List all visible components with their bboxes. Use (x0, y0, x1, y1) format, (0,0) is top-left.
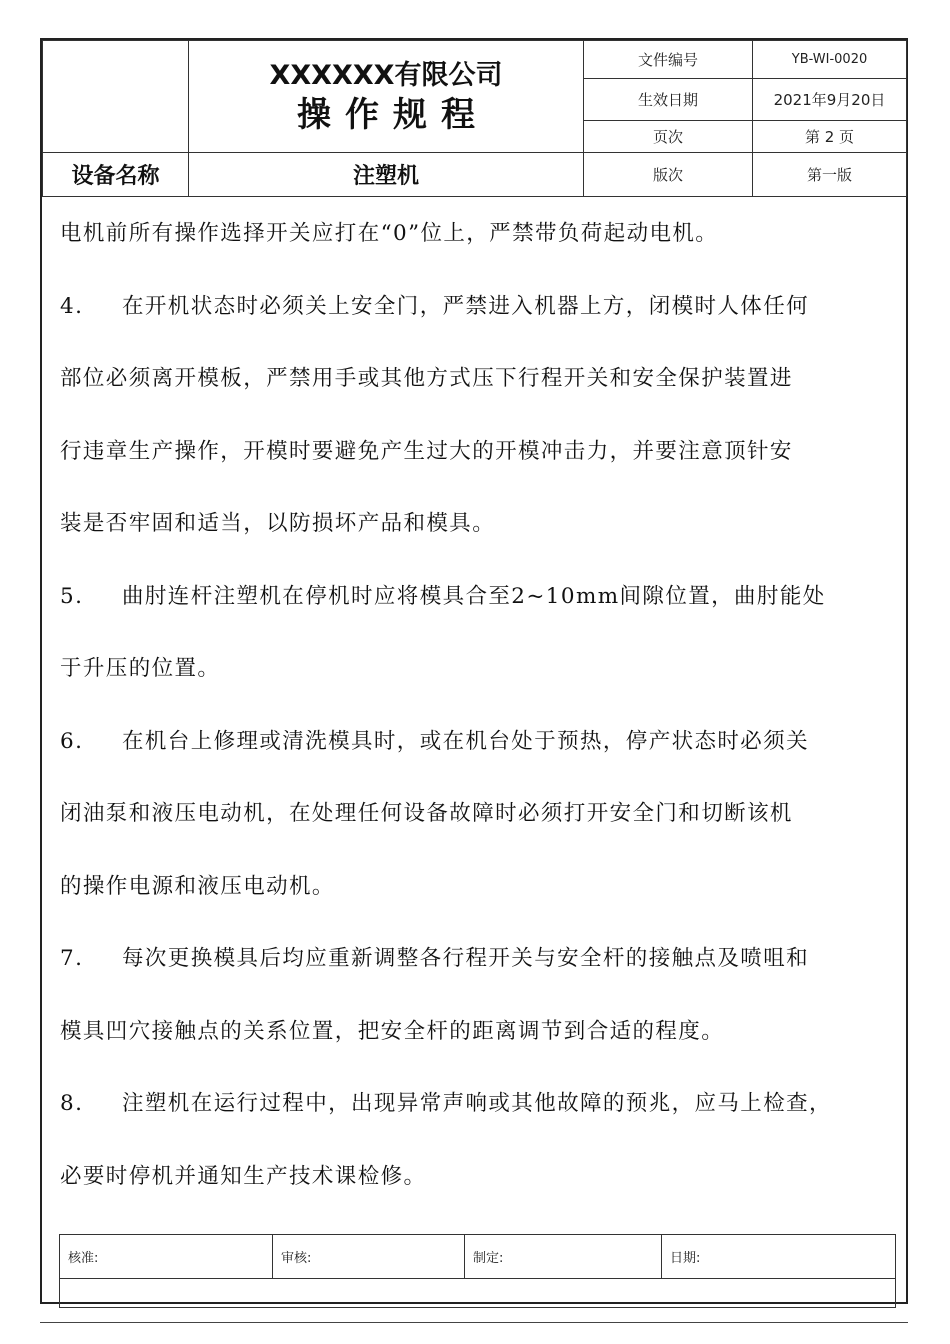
page-bottom-rule (40, 1322, 908, 1323)
line-text: 在开机状态时必须关上安全门，严禁进入机器上方，闭模时人体任何 (122, 293, 810, 319)
effective-date-value: 2021年9月20日 (753, 79, 907, 121)
item-number: 5. (60, 583, 84, 609)
review-label: 审核: (273, 1235, 465, 1279)
procedure-line (60, 561, 890, 634)
procedure-line (60, 923, 890, 996)
line-text: 模具凹穴接触点的关系位置，把安全杆的距离调节到合适的程度。 (60, 1018, 725, 1044)
company-name: XXXXXX有限公司 (269, 59, 503, 91)
line-text: 的操作电源和液压电动机。 (60, 873, 335, 899)
procedure-line (60, 996, 890, 1069)
prepare-label: 制定: (465, 1235, 662, 1279)
line-text: 曲肘连杆注塑机在停机时应将模具合至2~10mm间隙位置，曲肘能处 (122, 583, 826, 609)
line-text: 电机前所有操作选择开关应打在“0”位上，严禁带负荷起动电机。 (60, 221, 719, 246)
date-label: 日期: (662, 1235, 896, 1279)
item-number: 6. (60, 728, 84, 754)
page-label: 页次 (584, 121, 753, 153)
procedure-line (60, 488, 890, 561)
line-text: 注塑机在运行过程中，出现异常声响或其他故障的预兆，应马上检查， (122, 1091, 832, 1116)
procedure-line (60, 198, 890, 271)
procedure-line (60, 633, 890, 706)
line-text: 必要时停机并通知生产技术课检修。 (60, 1163, 427, 1189)
procedure-line (60, 416, 890, 489)
line-text: 在机台上修理或清洗模具时，或在机台处于预热，停产状态时必须关 (122, 728, 810, 754)
line-text: 于升压的位置。 (60, 656, 221, 681)
procedure-line (60, 706, 890, 779)
equipment-name-value: 注塑机 (189, 153, 584, 197)
procedure-line (60, 851, 890, 924)
procedure-line (60, 271, 890, 344)
document-title: 操作规程 (297, 94, 489, 135)
signoff-table (59, 1234, 896, 1308)
title-cell (189, 41, 584, 153)
doc-number-label: 文件编号 (584, 41, 753, 79)
item-number: 4. (60, 293, 84, 319)
procedure-body (60, 198, 890, 1213)
effective-date-label: 生效日期 (584, 79, 753, 121)
line-text: 每次更换模具后均应重新调整各行程开关与安全杆的接触点及喷咀和 (122, 946, 810, 971)
procedure-line (60, 1141, 890, 1214)
line-text: 行违章生产操作，开模时要避免产生过大的开模冲击力，并要注意顶针安 (60, 438, 793, 464)
procedure-line (60, 343, 890, 416)
item-number: 8. (60, 1091, 84, 1116)
procedure-line (60, 1068, 890, 1141)
version-value: 第一版 (753, 153, 907, 197)
equipment-name-label: 设备名称 (43, 153, 189, 197)
procedure-line (60, 778, 890, 851)
document-frame (40, 38, 908, 1304)
logo-cell (43, 41, 189, 153)
doc-number-value: YB-WI-0020 (753, 41, 907, 79)
page-value: 第 2 页 (753, 121, 907, 153)
approve-label: 核准: (60, 1235, 273, 1279)
line-text: 闭油泵和液压电动机，在处理任何设备故障时必须打开安全门和切断该机 (60, 801, 793, 826)
item-number: 7. (60, 946, 84, 971)
signoff-blank-row (60, 1279, 896, 1308)
version-label: 版次 (584, 153, 753, 197)
line-text: 部位必须离开模板，严禁用手或其他方式压下行程开关和安全保护装置进 (60, 366, 793, 391)
line-text: 装是否牢固和适当，以防损坏产品和模具。 (60, 511, 496, 536)
document-header-table (42, 40, 907, 197)
